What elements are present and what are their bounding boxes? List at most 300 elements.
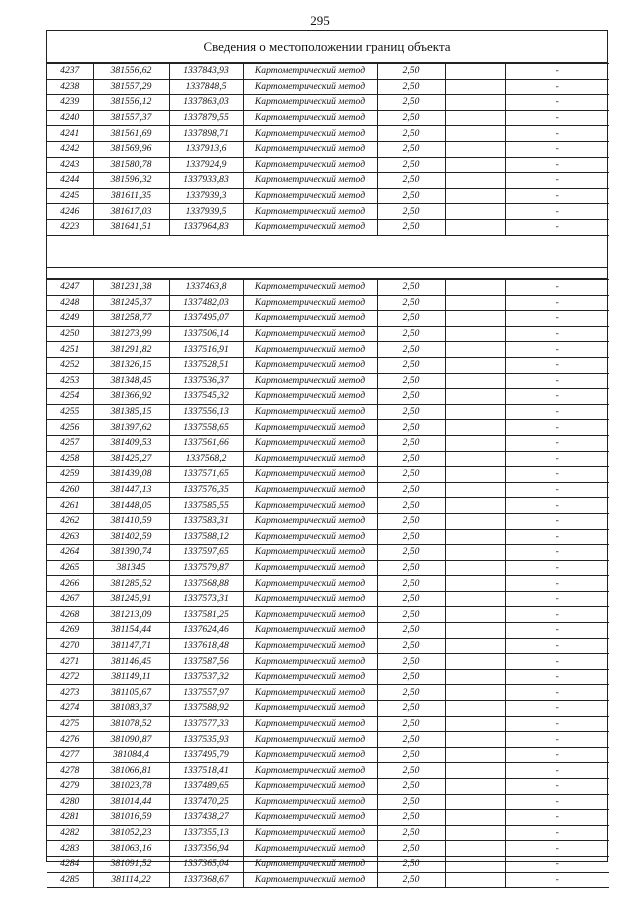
method-cell: Картометрический метод xyxy=(243,763,377,779)
y-coordinate-cell: 1337571,65 xyxy=(169,467,243,483)
point-number-cell: 4278 xyxy=(47,763,93,779)
method-cell: Картометрический метод xyxy=(243,295,377,311)
point-number-cell: 4253 xyxy=(47,373,93,389)
method-cell: Картометрический метод xyxy=(243,280,377,296)
accuracy-cell: 2,50 xyxy=(377,389,445,405)
point-number-cell: 4244 xyxy=(47,173,93,189)
table-row xyxy=(47,373,609,389)
accuracy-cell: 2,50 xyxy=(377,342,445,358)
empty-cell xyxy=(445,732,505,748)
method-cell: Картометрический метод xyxy=(243,747,377,763)
empty-cell xyxy=(445,188,505,204)
method-cell: Картометрический метод xyxy=(243,389,377,405)
accuracy-cell: 2,50 xyxy=(377,373,445,389)
empty-cell xyxy=(445,326,505,342)
x-coordinate-cell: 381066,81 xyxy=(93,763,169,779)
boundary-table-frame xyxy=(46,30,608,885)
accuracy-cell: 2,50 xyxy=(377,404,445,420)
x-coordinate-cell: 381146,45 xyxy=(93,654,169,670)
point-number-cell: 4240 xyxy=(47,110,93,126)
table-row xyxy=(47,64,609,80)
method-cell: Картометрический метод xyxy=(243,219,377,235)
accuracy-cell: 2,50 xyxy=(377,357,445,373)
empty-cell xyxy=(445,295,505,311)
method-cell: Картометрический метод xyxy=(243,654,377,670)
accuracy-cell: 2,50 xyxy=(377,173,445,189)
method-cell: Картометрический метод xyxy=(243,545,377,561)
method-cell: Картометрический метод xyxy=(243,591,377,607)
dash-cell: - xyxy=(505,110,609,126)
point-number-cell: 4242 xyxy=(47,141,93,157)
method-cell: Картометрический метод xyxy=(243,513,377,529)
dash-cell: - xyxy=(505,435,609,451)
point-number-cell: 4279 xyxy=(47,779,93,795)
empty-cell xyxy=(445,157,505,173)
accuracy-cell: 2,50 xyxy=(377,732,445,748)
empty-cell xyxy=(445,126,505,142)
dash-cell: - xyxy=(505,779,609,795)
x-coordinate-cell: 381580,78 xyxy=(93,157,169,173)
x-coordinate-cell: 381291,82 xyxy=(93,342,169,358)
y-coordinate-cell: 1337482,03 xyxy=(169,295,243,311)
x-coordinate-cell: 381105,67 xyxy=(93,685,169,701)
point-number-cell: 4237 xyxy=(47,64,93,80)
point-number-cell: 4284 xyxy=(47,856,93,872)
accuracy-cell: 2,50 xyxy=(377,763,445,779)
accuracy-cell: 2,50 xyxy=(377,126,445,142)
x-coordinate-cell: 381596,32 xyxy=(93,173,169,189)
method-cell: Картометрический метод xyxy=(243,79,377,95)
table-row xyxy=(47,342,609,358)
table-row xyxy=(47,513,609,529)
table-row xyxy=(47,204,609,220)
table-section-gap xyxy=(47,267,607,279)
x-coordinate-cell: 381556,62 xyxy=(93,64,169,80)
dash-cell: - xyxy=(505,482,609,498)
table-row xyxy=(47,841,609,857)
method-cell: Картометрический метод xyxy=(243,560,377,576)
y-coordinate-cell: 1337536,37 xyxy=(169,373,243,389)
x-coordinate-cell: 381410,59 xyxy=(93,513,169,529)
point-number-cell: 4268 xyxy=(47,607,93,623)
method-cell: Картометрический метод xyxy=(243,126,377,142)
x-coordinate-cell: 381091,52 xyxy=(93,856,169,872)
table-row xyxy=(47,79,609,95)
table-row xyxy=(47,545,609,561)
accuracy-cell: 2,50 xyxy=(377,623,445,639)
empty-cell xyxy=(445,841,505,857)
table-row xyxy=(47,638,609,654)
y-coordinate-cell: 1337568,2 xyxy=(169,451,243,467)
y-coordinate-cell: 1337463,8 xyxy=(169,280,243,296)
empty-cell xyxy=(445,342,505,358)
table-row xyxy=(47,498,609,514)
empty-cell xyxy=(445,64,505,80)
point-number-cell: 4263 xyxy=(47,529,93,545)
y-coordinate-cell: 1337848,5 xyxy=(169,79,243,95)
accuracy-cell: 2,50 xyxy=(377,280,445,296)
empty-cell xyxy=(445,404,505,420)
table-row xyxy=(47,482,609,498)
point-number-cell: 4255 xyxy=(47,404,93,420)
y-coordinate-cell: 1337583,31 xyxy=(169,513,243,529)
method-cell: Картометрический метод xyxy=(243,810,377,826)
empty-cell xyxy=(445,467,505,483)
x-coordinate-cell: 381397,62 xyxy=(93,420,169,436)
accuracy-cell: 2,50 xyxy=(377,607,445,623)
dash-cell: - xyxy=(505,498,609,514)
y-coordinate-cell: 1337528,51 xyxy=(169,357,243,373)
method-cell: Картометрический метод xyxy=(243,435,377,451)
accuracy-cell: 2,50 xyxy=(377,451,445,467)
table-row xyxy=(47,141,609,157)
empty-cell xyxy=(445,810,505,826)
y-coordinate-cell: 1337368,67 xyxy=(169,872,243,888)
method-cell: Картометрический метод xyxy=(243,173,377,189)
y-coordinate-cell: 1337573,31 xyxy=(169,591,243,607)
method-cell: Картометрический метод xyxy=(243,342,377,358)
x-coordinate-cell: 381084,4 xyxy=(93,747,169,763)
accuracy-cell: 2,50 xyxy=(377,64,445,80)
dash-cell: - xyxy=(505,701,609,717)
empty-cell xyxy=(445,716,505,732)
y-coordinate-cell: 1337581,25 xyxy=(169,607,243,623)
table-row xyxy=(47,794,609,810)
method-cell: Картометрический метод xyxy=(243,188,377,204)
point-number-cell: 4246 xyxy=(47,204,93,220)
empty-cell xyxy=(445,435,505,451)
x-coordinate-cell: 381149,11 xyxy=(93,669,169,685)
method-cell: Картометрический метод xyxy=(243,638,377,654)
accuracy-cell: 2,50 xyxy=(377,779,445,795)
x-coordinate-cell: 381611,35 xyxy=(93,188,169,204)
empty-cell xyxy=(445,95,505,111)
point-number-cell: 4262 xyxy=(47,513,93,529)
accuracy-cell: 2,50 xyxy=(377,747,445,763)
y-coordinate-cell: 1337537,32 xyxy=(169,669,243,685)
y-coordinate-cell: 1337924,9 xyxy=(169,157,243,173)
table-row xyxy=(47,280,609,296)
x-coordinate-cell: 381016,59 xyxy=(93,810,169,826)
method-cell: Картометрический метод xyxy=(243,451,377,467)
table-row xyxy=(47,529,609,545)
table-row xyxy=(47,467,609,483)
y-coordinate-cell: 1337506,14 xyxy=(169,326,243,342)
accuracy-cell: 2,50 xyxy=(377,685,445,701)
y-coordinate-cell: 1337568,88 xyxy=(169,576,243,592)
accuracy-cell: 2,50 xyxy=(377,420,445,436)
y-coordinate-cell: 1337545,32 xyxy=(169,389,243,405)
dash-cell: - xyxy=(505,280,609,296)
point-number-cell: 4277 xyxy=(47,747,93,763)
method-cell: Картометрический метод xyxy=(243,685,377,701)
x-coordinate-cell: 381090,87 xyxy=(93,732,169,748)
empty-cell xyxy=(445,794,505,810)
point-number-cell: 4265 xyxy=(47,560,93,576)
accuracy-cell: 2,50 xyxy=(377,576,445,592)
method-cell: Картометрический метод xyxy=(243,64,377,80)
table-row xyxy=(47,219,609,235)
method-cell: Картометрический метод xyxy=(243,669,377,685)
empty-cell xyxy=(445,825,505,841)
point-number-cell: 4250 xyxy=(47,326,93,342)
x-coordinate-cell: 381447,13 xyxy=(93,482,169,498)
accuracy-cell: 2,50 xyxy=(377,482,445,498)
dash-cell: - xyxy=(505,451,609,467)
x-coordinate-cell: 381326,15 xyxy=(93,357,169,373)
table-row xyxy=(47,669,609,685)
dash-cell: - xyxy=(505,763,609,779)
accuracy-cell: 2,50 xyxy=(377,654,445,670)
accuracy-cell: 2,50 xyxy=(377,141,445,157)
method-cell: Картометрический метод xyxy=(243,204,377,220)
y-coordinate-cell: 1337576,35 xyxy=(169,482,243,498)
empty-cell xyxy=(445,607,505,623)
point-number-cell: 4267 xyxy=(47,591,93,607)
empty-cell xyxy=(445,373,505,389)
method-cell: Картометрический метод xyxy=(243,701,377,717)
empty-cell xyxy=(445,576,505,592)
empty-cell xyxy=(445,856,505,872)
accuracy-cell: 2,50 xyxy=(377,825,445,841)
dash-cell: - xyxy=(505,342,609,358)
dash-cell: - xyxy=(505,467,609,483)
accuracy-cell: 2,50 xyxy=(377,467,445,483)
x-coordinate-cell: 381213,09 xyxy=(93,607,169,623)
table-row xyxy=(47,591,609,607)
method-cell: Картометрический метод xyxy=(243,373,377,389)
accuracy-cell: 2,50 xyxy=(377,326,445,342)
y-coordinate-cell: 1337879,55 xyxy=(169,110,243,126)
x-coordinate-cell: 381425,27 xyxy=(93,451,169,467)
method-cell: Картометрический метод xyxy=(243,825,377,841)
table-row xyxy=(47,311,609,327)
y-coordinate-cell: 1337585,55 xyxy=(169,498,243,514)
table-row xyxy=(47,404,609,420)
dash-cell: - xyxy=(505,810,609,826)
empty-cell xyxy=(445,311,505,327)
empty-cell xyxy=(445,779,505,795)
x-coordinate-cell: 381014,44 xyxy=(93,794,169,810)
accuracy-cell: 2,50 xyxy=(377,701,445,717)
x-coordinate-cell: 381557,37 xyxy=(93,110,169,126)
dash-cell: - xyxy=(505,732,609,748)
dash-cell: - xyxy=(505,623,609,639)
point-number-cell: 4282 xyxy=(47,825,93,841)
dash-cell: - xyxy=(505,404,609,420)
point-number-cell: 4274 xyxy=(47,701,93,717)
method-cell: Картометрический метод xyxy=(243,716,377,732)
method-cell: Картометрический метод xyxy=(243,576,377,592)
point-number-cell: 4276 xyxy=(47,732,93,748)
y-coordinate-cell: 1337558,65 xyxy=(169,420,243,436)
accuracy-cell: 2,50 xyxy=(377,498,445,514)
dash-cell: - xyxy=(505,591,609,607)
dash-cell: - xyxy=(505,64,609,80)
dash-cell: - xyxy=(505,841,609,857)
point-number-cell: 4247 xyxy=(47,280,93,296)
point-number-cell: 4254 xyxy=(47,389,93,405)
table-row xyxy=(47,607,609,623)
y-coordinate-cell: 1337587,56 xyxy=(169,654,243,670)
method-cell: Картометрический метод xyxy=(243,110,377,126)
x-coordinate-cell: 381154,44 xyxy=(93,623,169,639)
x-coordinate-cell: 381409,53 xyxy=(93,435,169,451)
dash-cell: - xyxy=(505,872,609,888)
y-coordinate-cell: 1337557,97 xyxy=(169,685,243,701)
dash-cell: - xyxy=(505,638,609,654)
empty-cell xyxy=(445,498,505,514)
point-number-cell: 4272 xyxy=(47,669,93,685)
point-number-cell: 4258 xyxy=(47,451,93,467)
accuracy-cell: 2,50 xyxy=(377,219,445,235)
x-coordinate-cell: 381345 xyxy=(93,560,169,576)
point-number-cell: 4275 xyxy=(47,716,93,732)
dash-cell: - xyxy=(505,311,609,327)
dash-cell: - xyxy=(505,95,609,111)
method-cell: Картометрический метод xyxy=(243,311,377,327)
x-coordinate-cell: 381147,71 xyxy=(93,638,169,654)
y-coordinate-cell: 1337489,65 xyxy=(169,779,243,795)
empty-cell xyxy=(445,560,505,576)
x-coordinate-cell: 381556,12 xyxy=(93,95,169,111)
accuracy-cell: 2,50 xyxy=(377,295,445,311)
dash-cell: - xyxy=(505,326,609,342)
accuracy-cell: 2,50 xyxy=(377,513,445,529)
point-number-cell: 4280 xyxy=(47,794,93,810)
y-coordinate-cell: 1337561,66 xyxy=(169,435,243,451)
point-number-cell: 4271 xyxy=(47,654,93,670)
y-coordinate-cell: 1337913,6 xyxy=(169,141,243,157)
point-number-cell: 4266 xyxy=(47,576,93,592)
dash-cell: - xyxy=(505,654,609,670)
method-cell: Картометрический метод xyxy=(243,841,377,857)
x-coordinate-cell: 381561,69 xyxy=(93,126,169,142)
x-coordinate-cell: 381231,38 xyxy=(93,280,169,296)
table-row xyxy=(47,825,609,841)
table-row xyxy=(47,810,609,826)
table-row xyxy=(47,126,609,142)
point-number-cell: 4252 xyxy=(47,357,93,373)
dash-cell: - xyxy=(505,607,609,623)
point-number-cell: 4256 xyxy=(47,420,93,436)
y-coordinate-cell: 1337518,41 xyxy=(169,763,243,779)
method-cell: Картометрический метод xyxy=(243,95,377,111)
empty-cell xyxy=(445,451,505,467)
x-coordinate-cell: 381063,16 xyxy=(93,841,169,857)
dash-cell: - xyxy=(505,856,609,872)
empty-cell xyxy=(445,173,505,189)
table-row xyxy=(47,779,609,795)
table-row xyxy=(47,420,609,436)
x-coordinate-cell: 381366,92 xyxy=(93,389,169,405)
method-cell: Картометрический метод xyxy=(243,467,377,483)
method-cell: Картометрический метод xyxy=(243,872,377,888)
dash-cell: - xyxy=(505,389,609,405)
x-coordinate-cell: 381083,37 xyxy=(93,701,169,717)
table-row xyxy=(47,435,609,451)
point-number-cell: 4257 xyxy=(47,435,93,451)
empty-cell xyxy=(445,219,505,235)
method-cell: Картометрический метод xyxy=(243,498,377,514)
x-coordinate-cell: 381385,15 xyxy=(93,404,169,420)
empty-cell xyxy=(445,79,505,95)
point-number-cell: 4249 xyxy=(47,311,93,327)
accuracy-cell: 2,50 xyxy=(377,591,445,607)
y-coordinate-cell: 1337470,25 xyxy=(169,794,243,810)
method-cell: Картометрический метод xyxy=(243,482,377,498)
method-cell: Картометрический метод xyxy=(243,326,377,342)
accuracy-cell: 2,50 xyxy=(377,794,445,810)
y-coordinate-cell: 1337355,13 xyxy=(169,825,243,841)
point-number-cell: 4264 xyxy=(47,545,93,561)
point-number-cell: 4281 xyxy=(47,810,93,826)
table-row xyxy=(47,701,609,717)
y-coordinate-cell: 1337356,94 xyxy=(169,841,243,857)
point-number-cell: 4239 xyxy=(47,95,93,111)
table-row xyxy=(47,110,609,126)
dash-cell: - xyxy=(505,357,609,373)
point-number-cell: 4251 xyxy=(47,342,93,358)
table-row xyxy=(47,326,609,342)
dash-cell: - xyxy=(505,716,609,732)
dash-cell: - xyxy=(505,576,609,592)
x-coordinate-cell: 381390,74 xyxy=(93,545,169,561)
y-coordinate-cell: 1337495,07 xyxy=(169,311,243,327)
empty-cell xyxy=(445,513,505,529)
table-row xyxy=(47,188,609,204)
x-coordinate-cell: 381245,37 xyxy=(93,295,169,311)
accuracy-cell: 2,50 xyxy=(377,529,445,545)
x-coordinate-cell: 381448,05 xyxy=(93,498,169,514)
empty-cell xyxy=(445,685,505,701)
y-coordinate-cell: 1337438,27 xyxy=(169,810,243,826)
table-row xyxy=(47,560,609,576)
empty-cell xyxy=(445,669,505,685)
accuracy-cell: 2,50 xyxy=(377,856,445,872)
empty-cell xyxy=(445,482,505,498)
dash-cell: - xyxy=(505,560,609,576)
table-row xyxy=(47,157,609,173)
accuracy-cell: 2,50 xyxy=(377,810,445,826)
y-coordinate-cell: 1337964,83 xyxy=(169,219,243,235)
accuracy-cell: 2,50 xyxy=(377,157,445,173)
table-row xyxy=(47,654,609,670)
method-cell: Картометрический метод xyxy=(243,779,377,795)
method-cell: Картометрический метод xyxy=(243,420,377,436)
method-cell: Картометрический метод xyxy=(243,404,377,420)
empty-cell xyxy=(445,872,505,888)
empty-cell xyxy=(445,763,505,779)
accuracy-cell: 2,50 xyxy=(377,311,445,327)
method-cell: Картометрический метод xyxy=(243,732,377,748)
accuracy-cell: 2,50 xyxy=(377,669,445,685)
dash-cell: - xyxy=(505,219,609,235)
accuracy-cell: 2,50 xyxy=(377,79,445,95)
method-cell: Картометрический метод xyxy=(243,357,377,373)
y-coordinate-cell: 1337516,91 xyxy=(169,342,243,358)
x-coordinate-cell: 381569,96 xyxy=(93,141,169,157)
point-number-cell: 4248 xyxy=(47,295,93,311)
empty-cell xyxy=(445,141,505,157)
empty-cell xyxy=(445,701,505,717)
y-coordinate-cell: 1337939,5 xyxy=(169,204,243,220)
table-row xyxy=(47,732,609,748)
y-coordinate-cell: 1337495,79 xyxy=(169,747,243,763)
method-cell: Картометрический метод xyxy=(243,607,377,623)
dash-cell: - xyxy=(505,141,609,157)
empty-cell xyxy=(445,545,505,561)
